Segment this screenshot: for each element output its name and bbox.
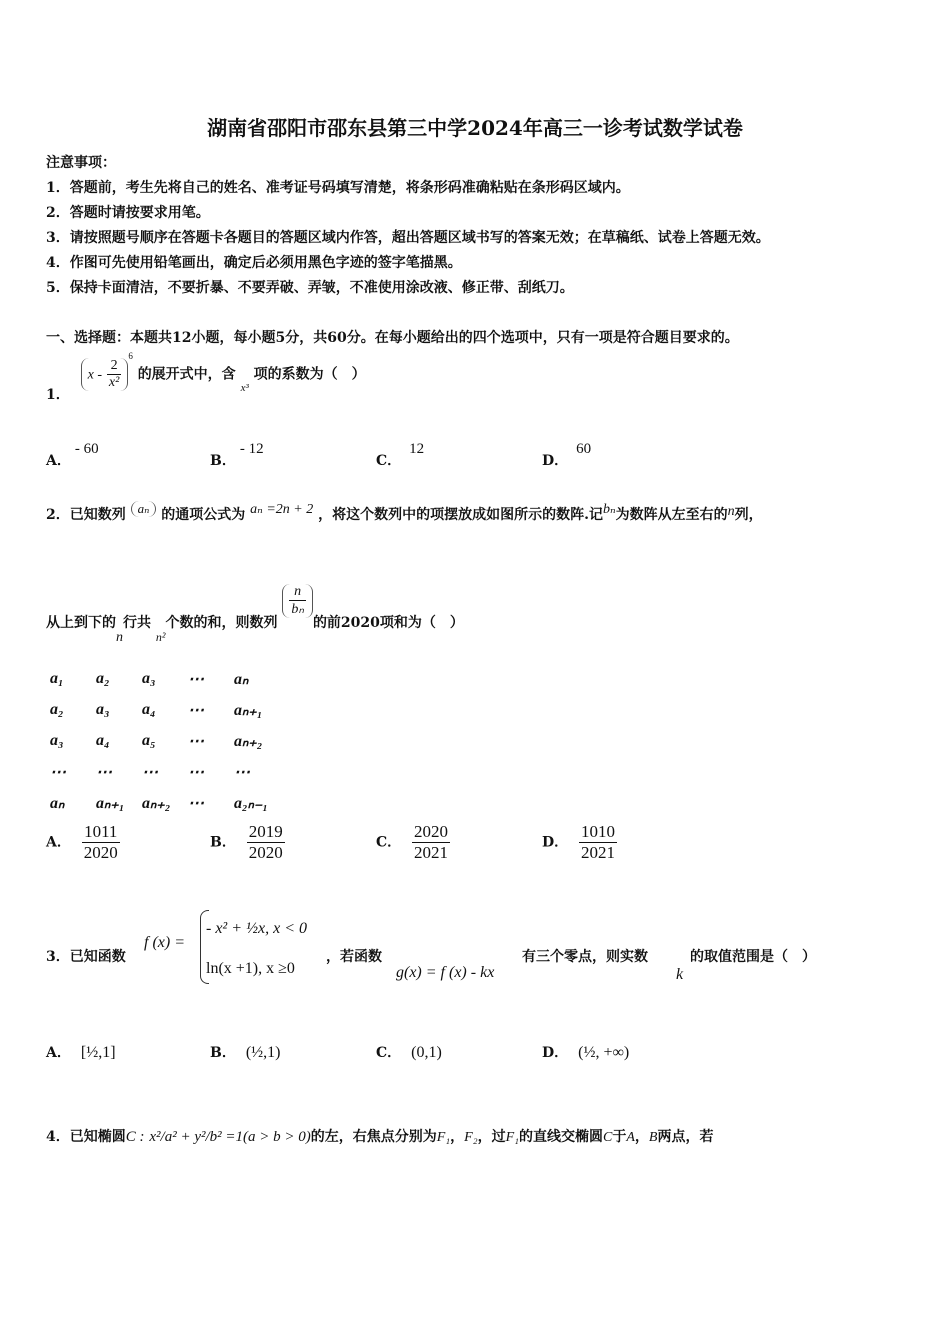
note-item: 1．答题前，考生先将自己的姓名、准考证号码填写清楚，将条形码准确粘贴在条形码区域内。 [46,180,630,196]
section-heading: 一、选择题：本题共12小题，每小题5分，共60分。在每小题给出的四个选项中，只有一项是符合题目要求的。 [46,330,739,346]
array-row: aₙ aₙ₊₁ aₙ₊₂ ⋯ a₂ₙ₋₁ [50,795,268,812]
option-a[interactable]: A．- 60 [46,441,99,469]
note-item: 5．保持卡面清洁，不要折暴、不要弄破、弄皱，不准使用涂改液、修正带、刮纸刀。 [46,280,574,296]
array-row: ⋯ ⋯ ⋯ ⋯ ⋯ [50,764,250,781]
question-2-line-2: 从上到下的n行共 n²个数的和，则数列 $\frac{n}{\text{bₙ}}$ 的前2020项和为（ ） [46,584,464,645]
q3-function: f (x) = [144,934,185,951]
array-row: a₂ a₃ a₄ ⋯ aₙ₊₁ [50,701,263,719]
number-array [50,666,280,821]
array-row: a₃ a₄ a₅ ⋯ aₙ₊₂ [50,732,263,750]
note-item: 2．答题时请按要求用笔。 [46,205,210,221]
option-c[interactable]: C． (0,1) [376,1044,442,1061]
question-1: 1． x - $\frac{2}{\text{x²}}$ $^6$ 的展开式中，含 $_{x^3}$ 项的系数为（ ） [46,350,366,403]
question-3: 3．已知函数 [46,949,126,965]
option-c[interactable]: C．12 [376,441,425,469]
option-a[interactable]: A． $\frac{1011}{2020}$ [46,822,118,862]
question-2: 2．已知数列 aₙ 的通项公式为 aₙ =2n + 2 ，将这个数列中的项摆放成如图所示的数阵.记bₙ为数阵从左至右的n列， [46,501,763,523]
piecewise-case-1: - x² + ½x, x < 0 [206,920,308,937]
option-b[interactable]: B． (½,1) [210,1044,281,1061]
page-title: 湖南省邵阳市邵东县第三中学2024年高三一诊考试数学试卷 [207,116,743,140]
option-b[interactable]: B．- 12 [210,441,264,469]
option-b[interactable]: B． $\frac{2019}{2020}$ [210,822,283,862]
option-d[interactable]: D． $\frac{1010}{2021}$ [542,822,616,862]
q3-g-function: g(x) = f (x) - kx [396,964,495,981]
question-number: 2． [46,507,70,523]
notes-heading: 注意事项： [46,155,116,171]
option-a[interactable]: A． [½,1] [46,1044,116,1061]
option-c[interactable]: C． $\frac{2020}{2021}$ [376,822,449,862]
note-item: 4．作图可先使用铅笔画出，确定后必须用黑色字迹的签字笔描黑。 [46,255,462,271]
question-number: 4． [46,1129,70,1145]
piecewise-case-2: ln(x +1), x ≥0 [206,960,295,977]
option-d[interactable]: D．60 [542,441,592,469]
q1-expression: x - $\frac{2}{\text{x²}}$ [81,358,129,391]
option-d[interactable]: D． (½, +∞) [542,1044,630,1061]
ellipse-equation: x²/a² + y²/b² =1(a > b > 0) [149,1129,311,1145]
array-row: a₁ a₂ a₃ ⋯ aₙ [50,670,249,688]
question-number: 1． [46,386,70,403]
question-number: 3． [46,949,70,965]
note-item: 3．请按照题号顺序在答题卡各题目的答题区域内作答，超出答题区域书写的答案无效；在草稿纸、试卷上答题无效。 [46,230,770,246]
question-4: 4．已知椭圆C : x²/a² + y²/b² =1(a > b > 0)的左，右焦点分别为F₁，F₂，过F₁的直线交椭圆C于A，B两点，若 [46,1129,714,1145]
